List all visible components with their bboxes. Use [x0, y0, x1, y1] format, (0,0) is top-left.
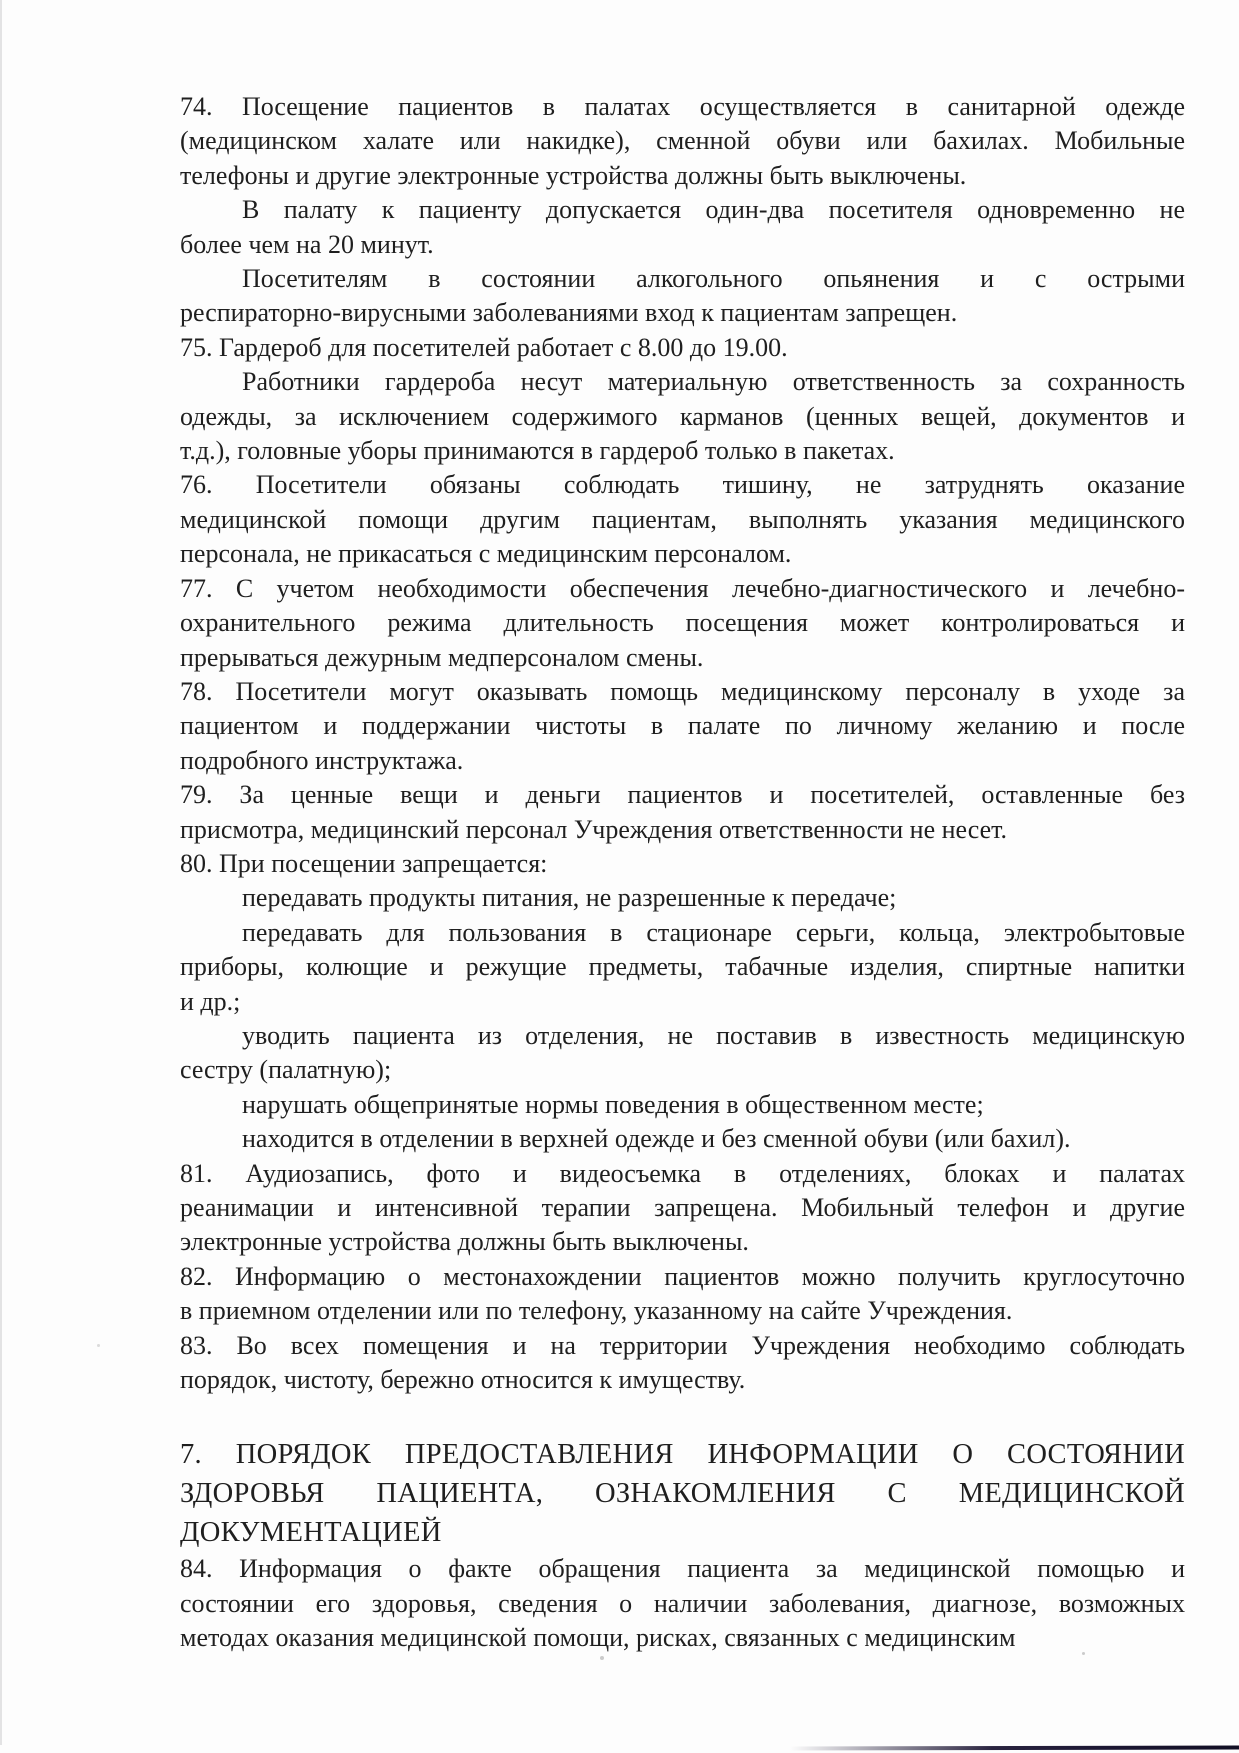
text-line: т.д.), головные уборы принимаются в гардероб только в пакетах.	[180, 436, 895, 466]
paragraph	[180, 193, 1185, 262]
text-line: методах оказания медицинской помощи, рисках, связанных с медицинским	[180, 1623, 1016, 1653]
text-line: прерываться дежурным медперсоналом смены.	[180, 642, 704, 672]
paragraph	[180, 262, 1185, 331]
text-line: 80. При посещении запрещается:	[180, 848, 548, 878]
text-line: приборы, колющие и режущие предметы, табачные изделия, спиртные напитки	[180, 952, 1185, 982]
text-line: 84. Информация о факте обращения пациента за медицинской помощью и	[180, 1554, 1185, 1584]
text-line: респираторно-вирусными заболеваниями вход к пациентам запрещен.	[180, 298, 958, 328]
text-line: подробного инструктажа.	[180, 745, 464, 775]
paragraph	[180, 1122, 1185, 1156]
scan-speck	[1082, 1652, 1085, 1655]
text-line: охранительного режима длительность посещения может контролироваться и	[180, 608, 1185, 638]
text-line: сестру (палатную);	[180, 1055, 392, 1085]
paragraph	[180, 778, 1185, 847]
text-line: порядок, чистоту, бережно относится к имуществу.	[180, 1365, 746, 1395]
paragraph	[180, 1329, 1185, 1398]
text-line: электронные устройства должны быть выключены.	[180, 1227, 749, 1257]
text-line: присмотра, медицинский персонал Учреждения ответственности не несет.	[180, 814, 1008, 844]
text-line: 82. Информацию о местонахождении пациентов можно получить круглосуточно	[180, 1261, 1185, 1291]
text-line: ЗДОРОВЬЯ ПАЦИЕНТА, ОЗНАКОМЛЕНИЯ С МЕДИЦИНСКОЙ	[180, 1478, 1185, 1510]
scan-left-edge-line	[0, 0, 2, 1745]
text-line: Посетителям в состоянии алкогольного опьянения и с острыми	[242, 264, 1185, 294]
text-line: 76. Посетители обязаны соблюдать тишину, не затруднять оказание	[180, 470, 1185, 500]
text-line: передавать продукты питания, не разрешенные к передаче;	[242, 883, 897, 913]
text-line: В палату к пациенту допускается один-два посетителя одновременно не	[242, 195, 1185, 225]
paragraph	[180, 468, 1185, 571]
paragraph	[180, 881, 1185, 915]
text-line: (медицинском халате или накидке), сменной обуви или бахилах. Мобильные	[180, 126, 1185, 156]
paragraph	[180, 1552, 1185, 1655]
document-body	[180, 90, 1185, 1656]
text-line: и др.;	[180, 986, 241, 1016]
text-line: 79. За ценные вещи и деньги пациентов и посетителей, оставленные без	[180, 780, 1185, 810]
text-line: Работники гардероба несут материальную ответственность за сохранность	[242, 367, 1185, 397]
text-line: 83. Во всех помещения и на территории Учреждения необходимо соблюдать	[180, 1330, 1185, 1360]
paragraph	[180, 331, 1185, 365]
text-line: в приемном отделении или по телефону, указанному на сайте Учреждения.	[180, 1296, 1013, 1326]
paragraph	[180, 1260, 1185, 1329]
text-line: медицинской помощи другим пациентам, выполнять указания медицинского	[180, 504, 1185, 534]
paragraph	[180, 572, 1185, 675]
section-heading	[180, 1435, 1185, 1552]
text-line: реанимации и интенсивной терапии запрещена. Мобильный телефон и другие	[180, 1193, 1185, 1222]
text-line: пациентом и поддержании чистоты в палате по личному желанию и после	[180, 711, 1185, 741]
text-line: ДОКУМЕНТАЦИЕЙ	[180, 1517, 442, 1549]
text-line: 78. Посетители могут оказывать помощь медицинскому персоналу в уходе за	[180, 676, 1185, 706]
text-line: 74. Посещение пациентов в палатах осуществляется в санитарной одежде	[180, 92, 1185, 121]
text-line: нарушать общепринятые нормы поведения в общественном месте;	[242, 1089, 984, 1119]
text-line: 77. С учетом необходимости обеспечения лечебно-диагностического и лечебно-	[180, 573, 1185, 603]
text-line: 75. Гардероб для посетителей работает с 8.00 до 19.00.	[180, 332, 788, 362]
text-line: находится в отделении в верхней одежде и без сменной обуви (или бахил).	[242, 1124, 1071, 1154]
text-line: уводить пациента из отделения, не поставив в известность медицинскую	[242, 1020, 1185, 1050]
paragraph	[180, 847, 1185, 881]
text-line: более чем на 20 минут.	[180, 229, 434, 259]
paragraph	[180, 1019, 1185, 1088]
scan-bottom-edge-line	[790, 1746, 1239, 1751]
text-line: 81. Аудиозапись, фото и видеосъемка в отделениях, блоках и палатах	[180, 1158, 1185, 1188]
paragraph	[180, 1088, 1185, 1122]
text-line: телефоны и другие электронные устройства должны быть выключены.	[180, 160, 967, 190]
text-line: персонала, не прикасаться с медицинским персоналом.	[180, 539, 792, 569]
paragraph	[180, 675, 1185, 778]
text-line: состоянии его здоровья, сведения о наличии заболевания, диагнозе, возможных	[180, 1588, 1185, 1618]
scan-speck	[600, 1656, 604, 1660]
scan-speck	[97, 1344, 100, 1347]
paragraph	[180, 916, 1185, 1019]
text-line: 7. ПОРЯДОК ПРЕДОСТАВЛЕНИЯ ИНФОРМАЦИИ О СОСТОЯНИИ	[180, 1439, 1185, 1471]
text-line: одежды, за исключением содержимого карманов (ценных вещей, документов и	[180, 401, 1185, 431]
text-line: передавать для пользования в стационаре серьги, кольца, электробытовые	[242, 917, 1185, 947]
paragraph	[180, 1157, 1185, 1260]
paragraph	[180, 365, 1185, 468]
paragraph	[180, 90, 1185, 193]
